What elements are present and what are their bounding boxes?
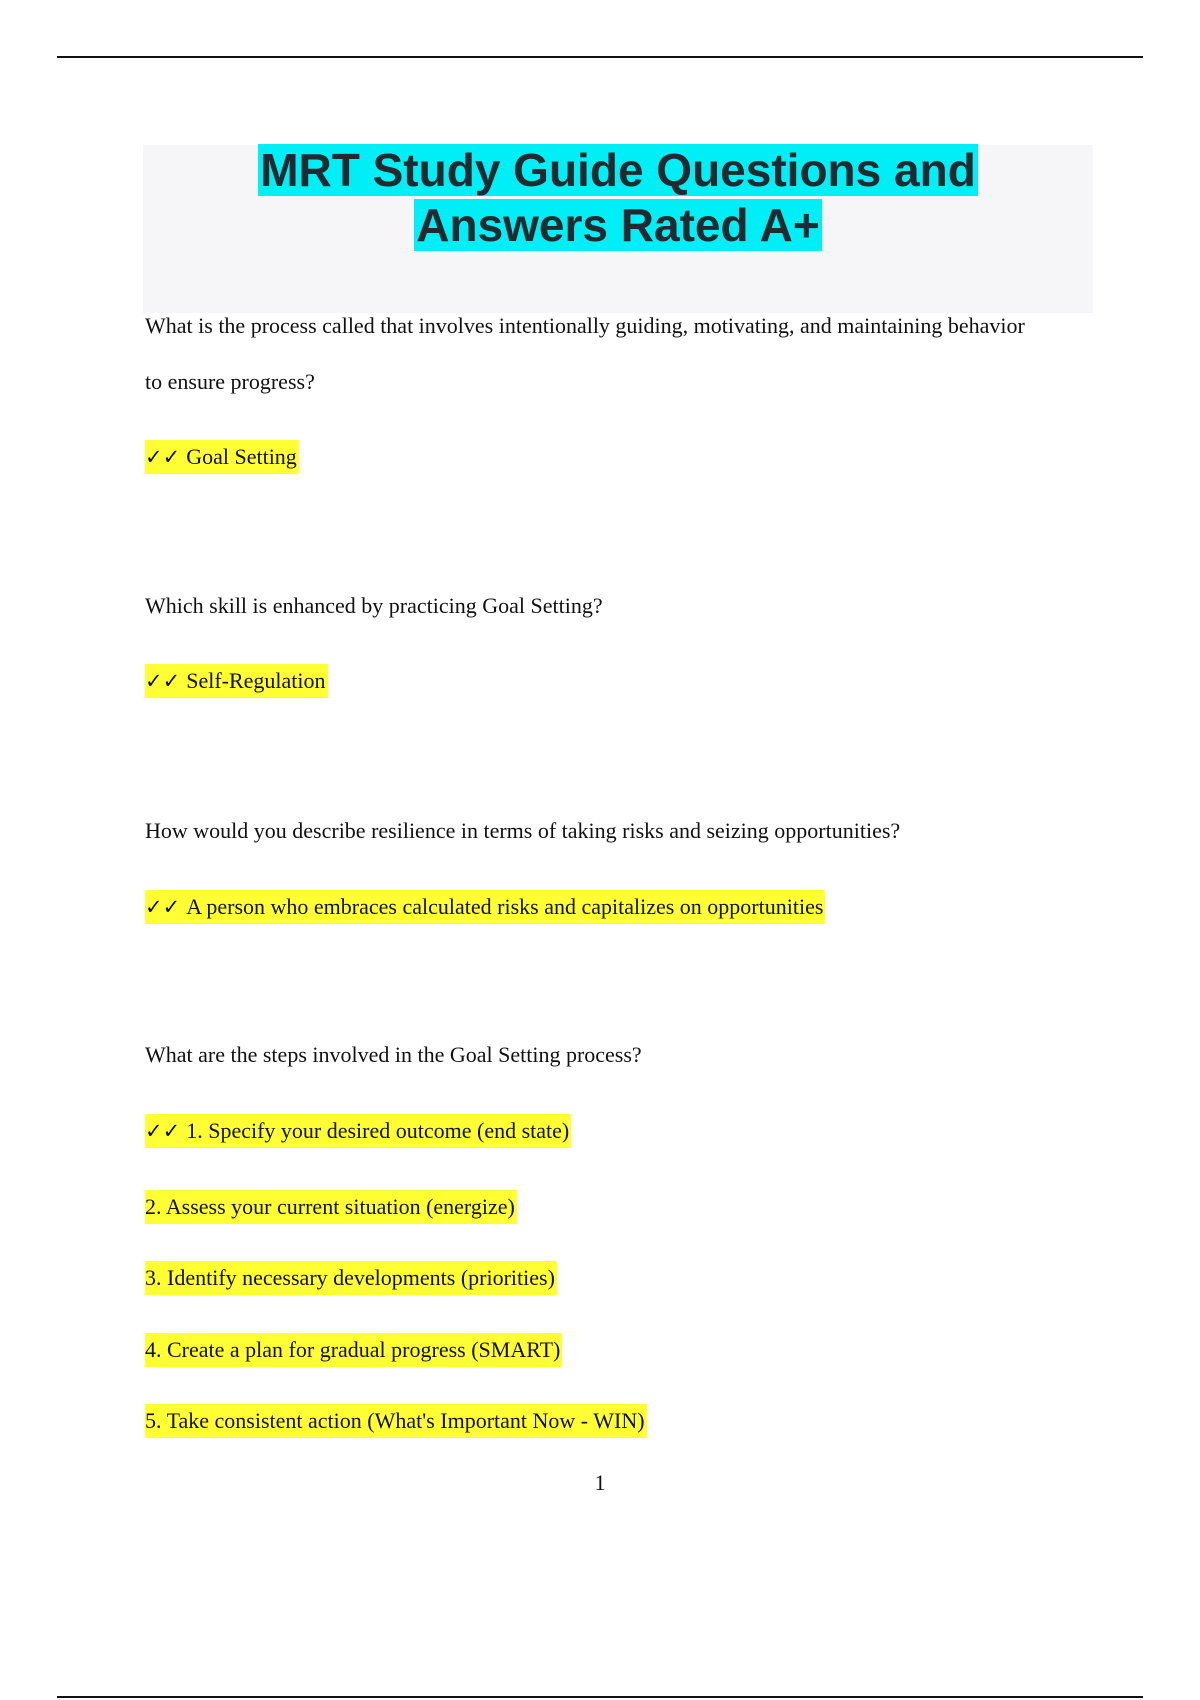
answer-4-step-3: 3. Identify necessary developments (priorities) (145, 1261, 557, 1295)
check-icon: ✓✓ (145, 669, 181, 693)
check-icon: ✓✓ (145, 1119, 181, 1143)
top-rule (57, 56, 1143, 58)
answer-4-step-2: 2. Assess your current situation (energize) (145, 1190, 517, 1224)
question-1: What is the process called that involves intentionally guiding, motivating, and maintaining behavior to ensure progress? (145, 313, 1025, 394)
answer-4-step-1 (145, 1114, 571, 1148)
answer-4-step-5: 5. Take consistent action (What's Important Now - WIN) (145, 1404, 647, 1438)
answer-4-step-4: 4. Create a plan for gradual progress (SMART) (145, 1333, 562, 1367)
bottom-rule (57, 1696, 1143, 1698)
answer-4-step-1-text: 1. Specify your desired outcome (end state) (186, 1118, 570, 1143)
answer-2-text: Self-Regulation (186, 668, 326, 693)
title-line-2: Answers Rated A+ (416, 199, 820, 251)
answer-3-text: A person who embraces calculated risks and capitalizes on opportunities (186, 894, 824, 919)
answer-1 (145, 440, 299, 474)
answer-2 (145, 664, 328, 698)
check-icon: ✓✓ (145, 895, 181, 919)
check-icon: ✓✓ (145, 445, 181, 469)
answer-3 (145, 890, 825, 924)
document-title (143, 143, 1093, 253)
page-number: 1 (594, 1470, 606, 1495)
answer-1-text: Goal Setting (186, 444, 297, 469)
question-2: Which skill is enhanced by practicing Goal Setting? (145, 593, 603, 618)
question-4: What are the steps involved in the Goal Setting process? (145, 1042, 642, 1067)
question-3: How would you describe resilience in terms of taking risks and seizing opportunities? (145, 818, 901, 843)
title-line-1: MRT Study Guide Questions and (260, 144, 976, 196)
